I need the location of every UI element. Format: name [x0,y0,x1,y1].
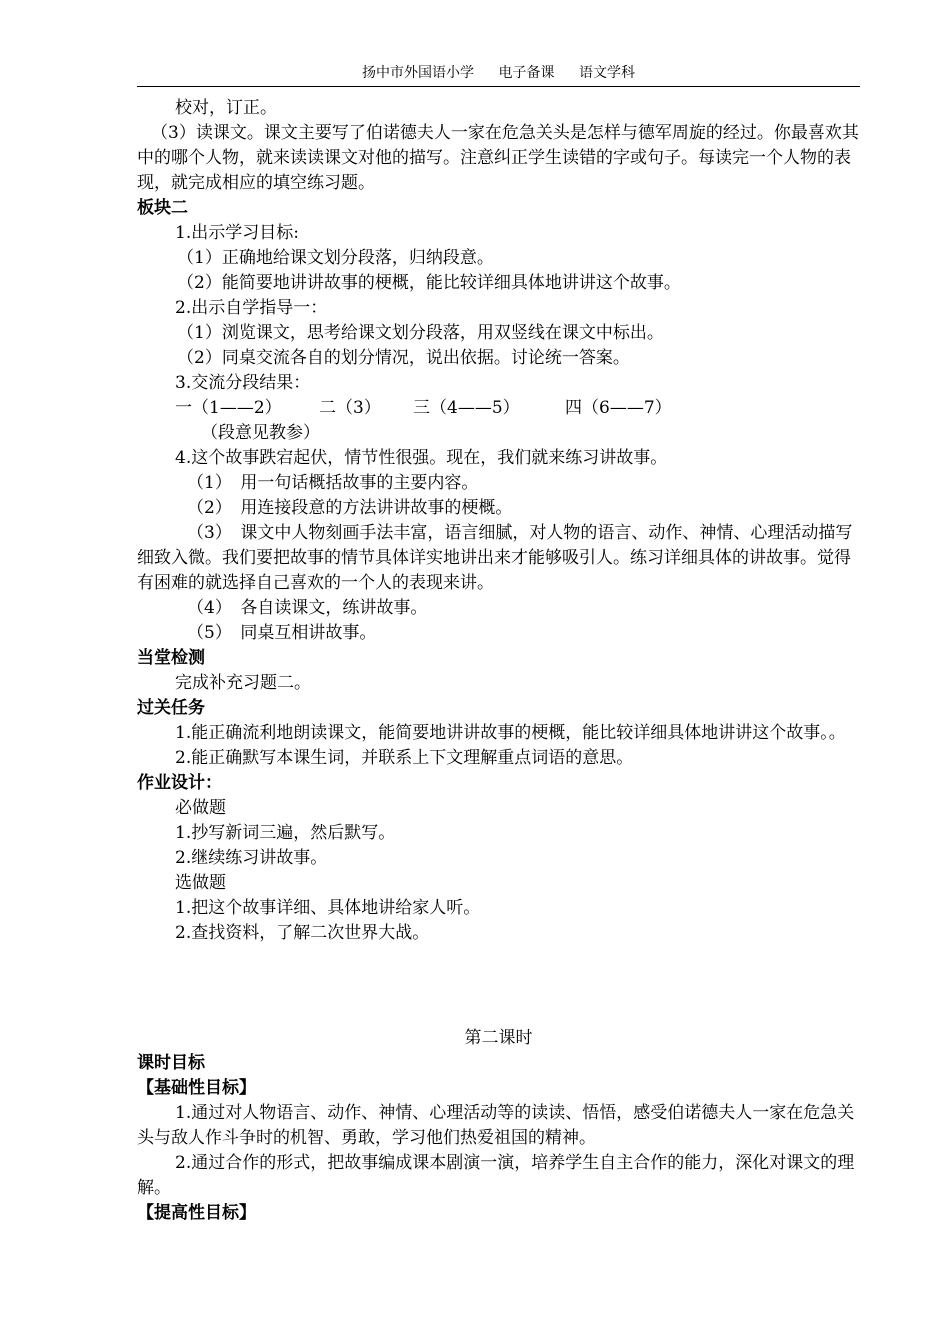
text-line: （2）同桌交流各自的划分情况，说出依据。讨论统一答案。 [177,348,630,368]
section-heading-advanced: 【提高性目标】 [137,1203,256,1223]
text-line: （1）浏览课文，思考给课文划分段落，用双竖线在课文中标出。 [177,323,664,343]
text-line: 2.继续练习讲故事。 [175,848,328,868]
lesson-title: 第二课时 [464,1028,533,1048]
section-heading-basic: 【基础性目标】 [137,1078,256,1098]
document-body [137,96,860,1226]
paragraph-goal-2: 2.通过合作的形式，把故事编成课本剧演一演，培养学生自主合作的能力，深化对课文的理解。 [137,1153,855,1198]
text-line: 1.把这个故事详细、具体地讲给家人听。 [175,898,481,918]
text-line: 1.出示学习目标: [175,223,299,243]
text-line: （段意见教参） [201,423,320,443]
header-school: 扬中市外国语小学 [362,65,475,81]
paragraph-read-text: （3）读课文。课文主要写了伯诺德夫人一家在危急关头是怎样与德军周旋的经过。你最喜欢其中的哪个人物，就来读读课文对他的描写。注意纠正学生读错的字或句子。每读完一个人物的表现，就完成相应的填空练习题。 [137,123,859,193]
paragraph-pass-1: 1.能正确流利地朗读课文，能简要地讲讲故事的梗概，能比较详细具体地讲讲这个故事。。 [175,723,846,743]
text-line: （5） 同桌互相讲故事。 [187,623,377,643]
spacer [137,946,860,1026]
section-heading-pass: 过关任务 [137,698,205,718]
text-line: 2.出示自学指导一： [175,298,328,318]
text-line: 选做题 [175,873,226,893]
paragraph-goal-1: 1.通过对人物语言、动作、神情、心理活动等的读读、悟悟，感受伯诺德夫人一家在危急关头与敌人作斗争时的机智、勇敢，学习他们热爱祖国的精神。 [137,1103,855,1148]
section-heading-goal: 课时目标 [137,1053,205,1073]
segment-4: 四（6——7） [565,398,672,418]
text-line: 2.查找资料，了解二次世界大战。 [175,923,430,943]
text-line: （1）正确地给课文划分段落，归纳段意。 [177,248,494,268]
text-line: （2）能简要地讲讲故事的梗概，能比较详细具体地讲讲这个故事。 [177,273,681,293]
text-line: 2.能正确默写本课生词，并联系上下文理解重点词语的意思。 [175,748,634,768]
segment-2: 二（3） [319,398,381,418]
text-line: 完成补充习题二。 [175,673,311,693]
text-line: 4.这个故事跌宕起伏，情节性很强。现在，我们就来练习讲故事。 [175,448,668,468]
header-subject: 语文学科 [578,65,635,81]
segment-3: 三（4——5） [413,398,520,418]
segment-results [137,396,860,421]
text-line: （2） 用连接段意的方法讲讲故事的梗概。 [187,498,513,518]
text-line: 校对，订正。 [175,98,277,118]
section-heading-homework: 作业设计： [137,773,222,793]
header-type: 电子备课 [498,65,555,81]
page-header [137,64,860,87]
section-heading-check: 当堂检测 [137,648,205,668]
paragraph-characters: （3） 课文中人物刻画手法丰富，语言细腻，对人物的语言、动作、神情、心理活动描写细致入微。我们要把故事的情节具体详实地讲出来才能够吸引人。练习详细具体的讲故事。觉得有困难的就选择自己喜欢的一个人的表现来讲。 [137,523,853,593]
text-line: 1.抄写新词三遍，然后默写。 [175,823,396,843]
text-line: 3.交流分段结果： [175,373,311,393]
segment-1: 一（1——2） [175,398,282,418]
text-line: 必做题 [175,798,226,818]
text-line: （4） 各自读课文，练讲故事。 [187,598,428,618]
text-line: （1） 用一句话概括故事的主要内容。 [187,473,479,493]
section-heading-block2: 板块二 [137,198,188,218]
